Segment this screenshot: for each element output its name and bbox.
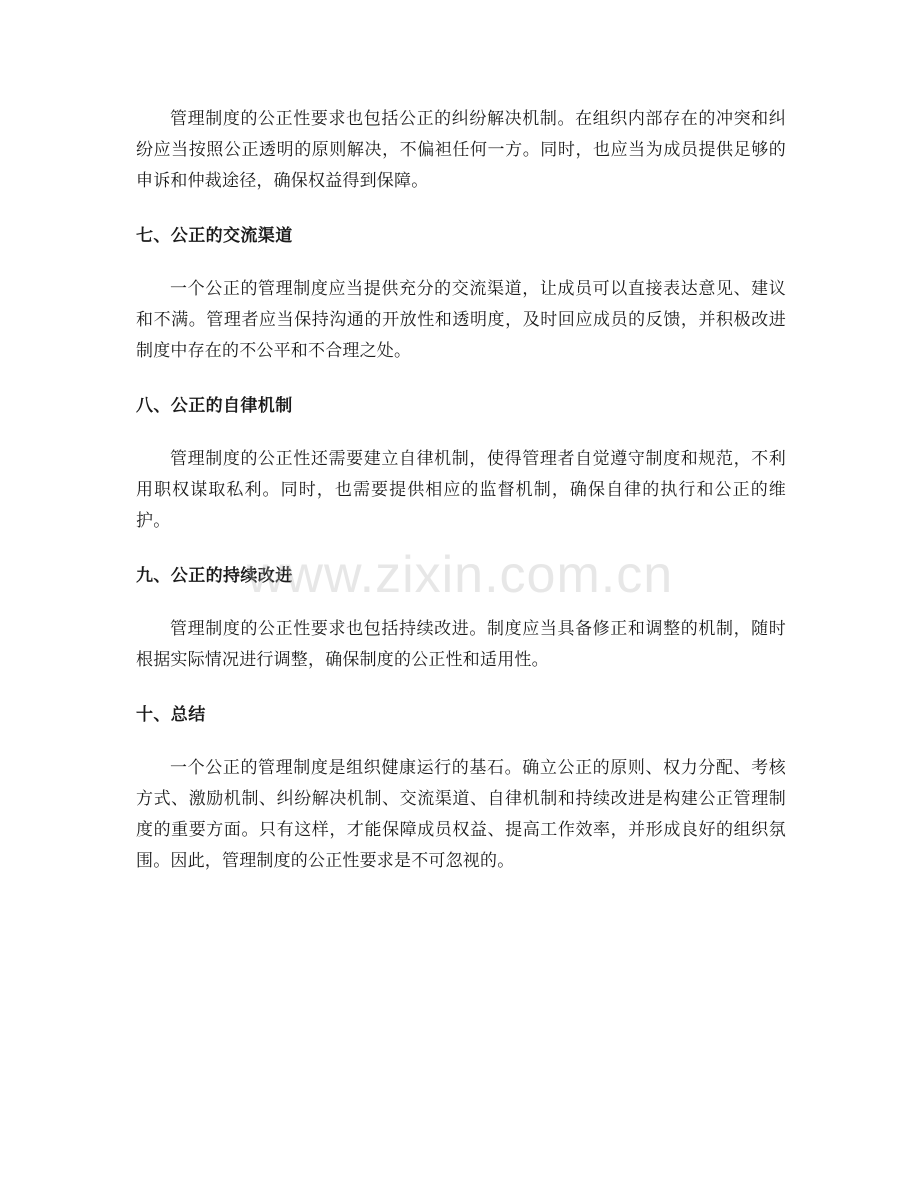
- paragraph-communication-channels: 一个公正的管理制度应当提供充分的交流渠道，让成员可以直接表达意见、建议和不满。管理者应当保持沟通的开放性和透明度，及时回应成员的反馈，并积极改进制度中存在的不公平和不合理之处。: [136, 279, 786, 361]
- paragraph-continuous-improvement: 管理制度的公正性要求也包括持续改进。制度应当具备修正和调整的机制，随时根据实际情况进行调整，确保制度的公正性和适用性。: [136, 619, 786, 670]
- heading-continuous-improvement: 九、公正的持续改进: [136, 566, 293, 586]
- heading-communication-channels: 七、公正的交流渠道: [136, 226, 293, 246]
- heading-summary: 十、总结: [136, 705, 206, 725]
- watermark: www.zixin.com.cn: [246, 546, 674, 604]
- document-body: [136, 104, 786, 877]
- paragraph-self-discipline: 管理制度的公正性还需要建立自律机制，使得管理者自觉遵守制度和规范，不利用职权谋取私利。同时，也需要提供相应的监督机制，确保自律的执行和公正的维护。: [136, 449, 786, 531]
- paragraph-summary: 一个公正的管理制度是组织健康运行的基石。确立公正的原则、权力分配、考核方式、激励机制、纠纷解决机制、交流渠道、自律机制和持续改进是构建公正管理制度的重要方面。只有这样，才能保障成员权益、提高工作效率，并形成良好的组织氛围。因此，管理制度的公正性要求是不可忽视的。: [136, 758, 786, 871]
- paragraph-dispute-resolution: 管理制度的公正性要求也包括公正的纠纷解决机制。在组织内部存在的冲突和纠纷应当按照公正透明的原则解决，不偏袒任何一方。同时，也应当为成员提供足够的申诉和仲裁途径，确保权益得到保障。: [136, 109, 786, 191]
- heading-self-discipline: 八、公正的自律机制: [136, 396, 293, 416]
